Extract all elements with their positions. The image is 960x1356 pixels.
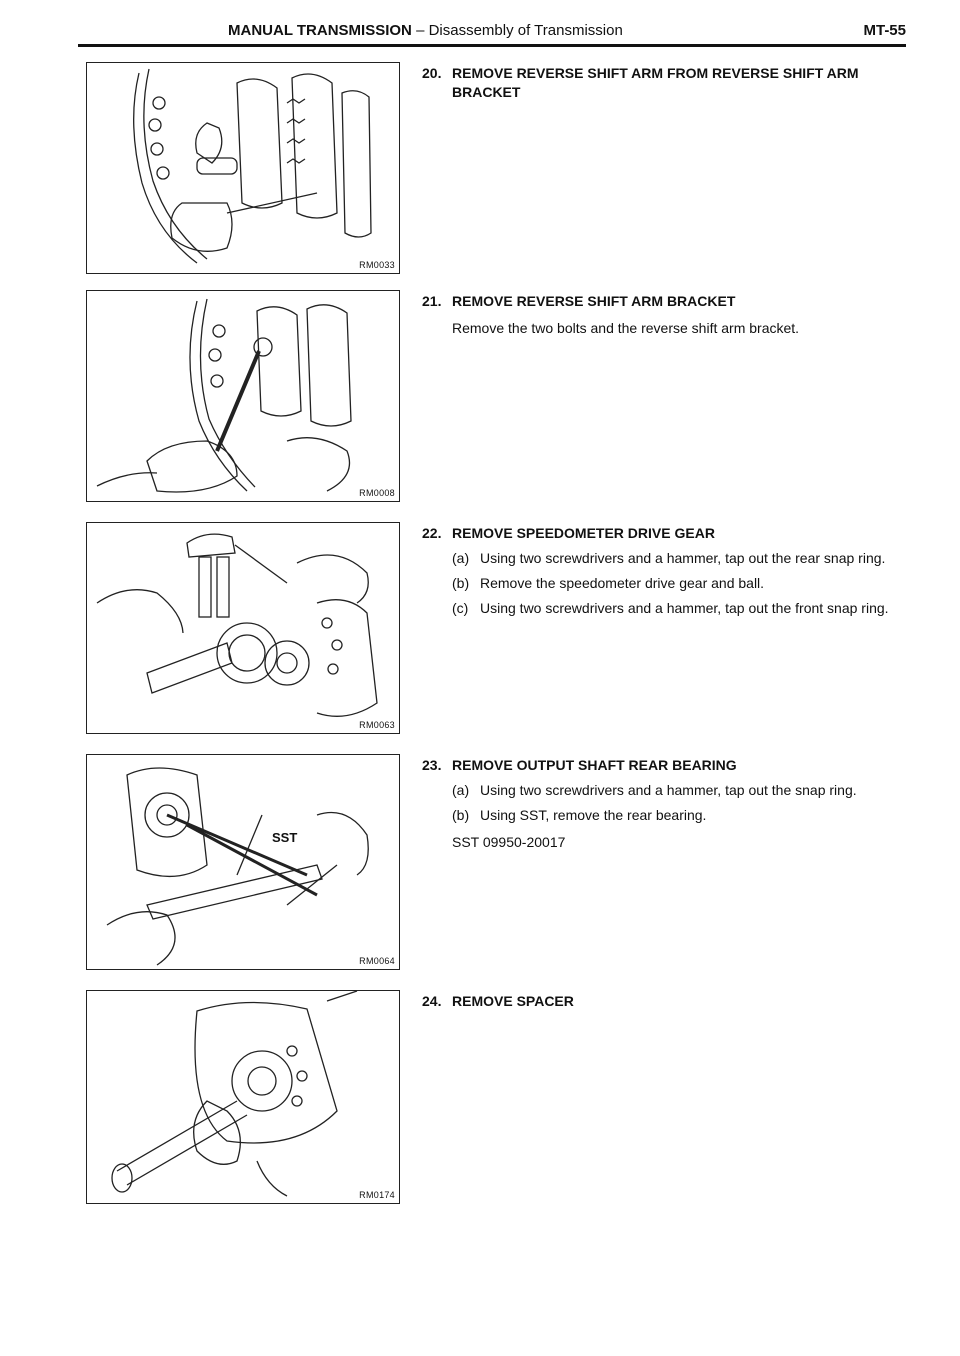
step-21 — [422, 292, 912, 338]
step-22-item-a-text: Using two screwdrivers and a hammer, tap out the rear snap ring. — [480, 550, 886, 566]
step-22 — [422, 524, 912, 618]
figure-2-illustration — [87, 291, 399, 501]
figure-1-id: RM0033 — [359, 260, 395, 270]
step-22-number: 22. — [422, 525, 442, 541]
step-23-item-a-text: Using two screwdrivers and a hammer, tap out the snap ring. — [480, 782, 857, 798]
step-21-text: Remove the two bolts and the reverse shift arm bracket. — [452, 320, 800, 336]
figure-3-illustration — [87, 523, 399, 733]
step-22-item-c — [452, 599, 912, 618]
figure-1-illustration — [87, 63, 399, 273]
step-23-item-a — [452, 781, 912, 800]
figure-3-id: RM0063 — [359, 720, 395, 730]
header-rule — [78, 44, 906, 47]
step-24-title: REMOVE SPACER — [452, 993, 574, 1009]
step-23-item-b-label: (b) — [452, 807, 470, 823]
step-20-number: 20. — [422, 65, 442, 81]
step-21-title: REMOVE REVERSE SHIFT ARM BRACKET — [452, 293, 736, 309]
step-22-title: REMOVE SPEEDOMETER DRIVE GEAR — [452, 525, 715, 541]
header-subtitle: Disassembly of Transmission — [428, 22, 623, 39]
figure-1 — [86, 62, 400, 274]
step-22-item-a-label: (a) — [452, 550, 470, 566]
page-code: MT-55 — [863, 22, 906, 39]
step-21-number: 21. — [422, 293, 442, 309]
step-22-item-b — [452, 574, 912, 593]
step-22-item-c-label: (c) — [452, 600, 469, 616]
step-23-item-a-label: (a) — [452, 782, 470, 798]
figure-2 — [86, 290, 400, 502]
step-22-item-a — [452, 549, 912, 568]
step-23-title: REMOVE OUTPUT SHAFT REAR BEARING — [452, 757, 737, 773]
header-title — [228, 22, 623, 39]
step-23-item-b-text: Using SST, remove the rear bearing. — [480, 807, 707, 823]
figure-2-id: RM0008 — [359, 488, 395, 498]
step-20 — [422, 64, 912, 102]
figure-4-illustration — [87, 755, 399, 969]
step-23-number: 23. — [422, 757, 442, 773]
step-24 — [422, 992, 912, 1011]
step-22-item-b-text: Remove the speedometer drive gear and ball. — [480, 575, 765, 591]
step-23 — [422, 756, 912, 852]
figure-4-sst-label: SST — [272, 830, 298, 845]
figure-5-illustration — [87, 991, 399, 1203]
figure-5-id: RM0174 — [359, 1190, 395, 1200]
step-23-sst-number: SST 09950-20017 — [452, 834, 566, 850]
step-22-item-c-text: Using two screwdrivers and a hammer, tap out the front snap ring. — [480, 600, 889, 616]
figure-3 — [86, 522, 400, 734]
step-23-item-b — [452, 806, 912, 825]
figure-4-id: RM0064 — [359, 956, 395, 966]
step-24-number: 24. — [422, 993, 442, 1009]
figure-5 — [86, 990, 400, 1204]
step-20-title: REMOVE REVERSE SHIFT ARM FROM REVERSE SHIFT ARM BRACKET — [452, 65, 859, 100]
header-section: MANUAL TRANSMISSION — [228, 22, 412, 39]
header-separator: – — [416, 22, 425, 39]
page-header — [78, 22, 906, 46]
figure-4 — [86, 754, 400, 970]
step-22-item-b-label: (b) — [452, 575, 470, 591]
